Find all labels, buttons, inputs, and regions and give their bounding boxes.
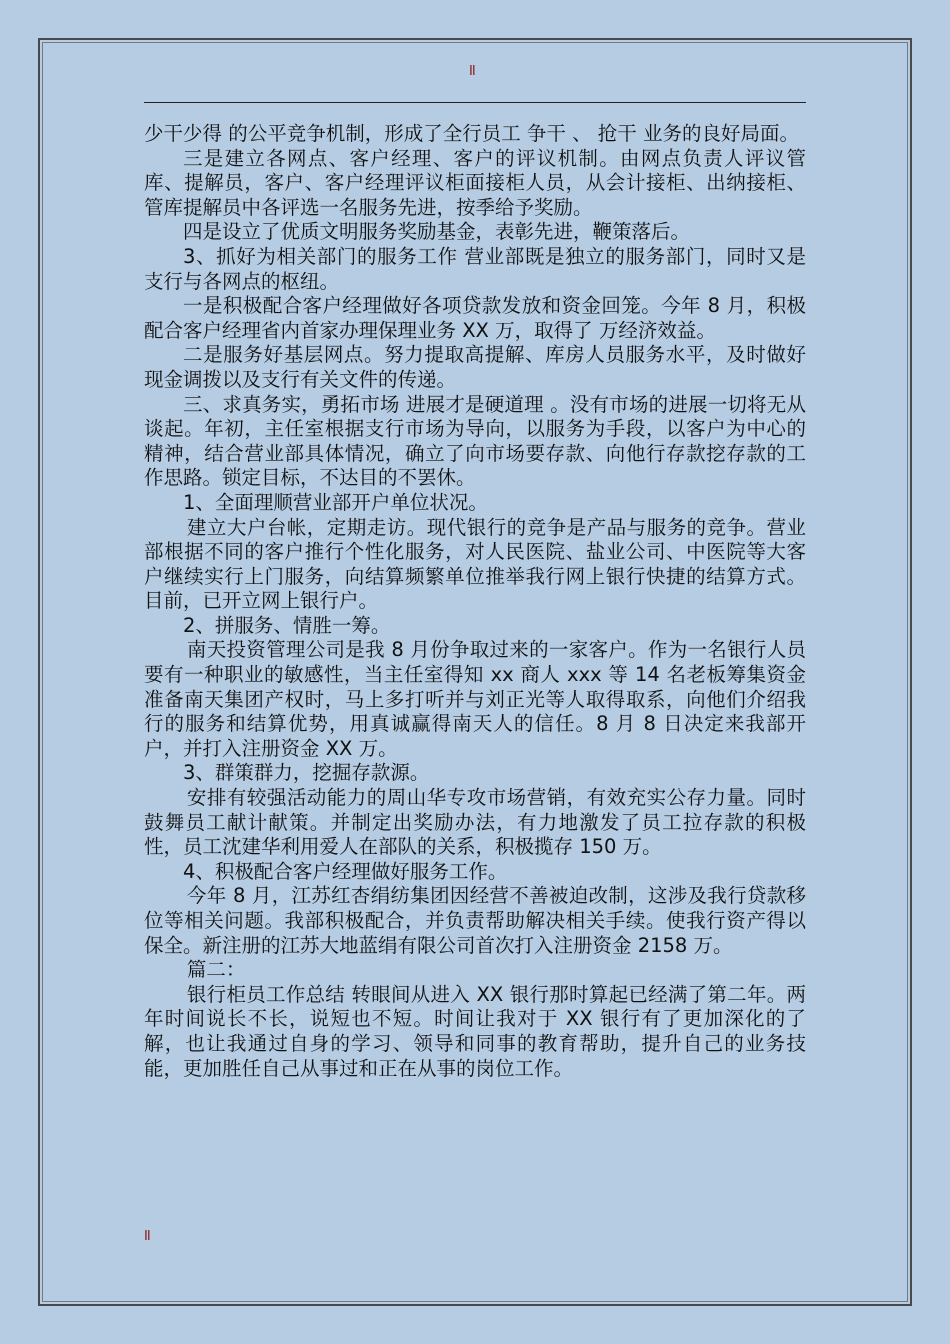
footer-mark: II	[144, 1229, 150, 1244]
paragraph: 三、求真务实，勇拓市场 进展才是硬道理 。没有市场的进展一切将无从谈起。年初，主任室根据支行市场为导向，以服务为手段，以客户为中心的精神，结合营业部具体情况，确立了向市场要存款、向他行存款挖存款的工作思路。锁定目标，不达目的不罢休。	[144, 392, 806, 490]
paragraph: 安排有较强活动能力的周山华专攻市场营销，有效充实公存力量。同时鼓舞员工献计献策。并制定出奖励办法，有力地激发了员工拉存款的积极性，员工沈建华利用爱人在部队的关系，积极揽存 150 万。	[144, 786, 806, 859]
paragraph: 3、群策群力，挖掘存款源。	[183, 761, 430, 785]
paragraph: 银行柜员工作总结 转眼间从进入 XX 银行那时算起已经满了第二年。两年时间说长不长，说短也不短。时间让我对于 XX 银行有了更加深化的了解，也让我通过自身的学习、领导和同事的教育帮助，提升自己的业务技能，更加胜任自己从事过和正在从事的岗位工作。	[144, 982, 806, 1080]
paragraph: 三是建立各网点、客户经理、客户的评议机制。由网点负责人评议管库、提解员，客户、客户经理评议柜面接柜人员，从会计接柜、出纳接柜、管库提解员中各评选一名服务先进，按季给予奖励。	[144, 146, 806, 219]
paragraph: 今年 8 月，江苏红杏绢纺集团因经营不善被迫改制，这涉及我行贷款移位等相关问题。我部积极配合，并负责帮助解决相关手续。使我行资产得以保全。新注册的江苏大地蓝绢有限公司首次打入注册资金 2158 万。	[144, 884, 806, 957]
paragraph: 3、抓好为相关部门的服务工作 营业部既是独立的服务部门，同时又是支行与各网点的枢纽。	[144, 244, 806, 293]
section-heading: 篇二：	[186, 958, 246, 982]
paragraph: 2、拼服务、情胜一筹。	[183, 613, 391, 637]
paragraph: 少干少得 的公平竞争机制，形成了全行员工 争干 、 抢干 业务的良好局面。	[144, 122, 799, 145]
paragraph: 1、全面理顺营业部开户单位状况。	[183, 490, 488, 514]
paragraph: 建立大户台帐，定期走访。现代银行的竞争是产品与服务的竞争。营业部根据不同的客户推行个性化服务，对人民医院、盐业公司、中医院等大客户继续实行上门服务，向结算频繁单位推举我行网上银行快捷的结算方式。目前，已开立网上银行户。	[144, 515, 806, 613]
paragraph: 南天投资管理公司是我 8 月份争取过来的一家客户。作为一名银行人员要有一种职业的敏感性，当主任室得知 xx 商人 xxx 等 14 名老板筹集资金准备南天集团产权时，马上多打听并与刘正光等人取得取系，向他们介绍我行的服务和结算优势，用真诚赢得南天人的信任。8 月 8 日决定来我部开户，并打入注册资金 XX 万。	[144, 638, 806, 760]
paragraph: 4、积极配合客户经理做好服务工作。	[183, 859, 508, 883]
paragraph: 四是设立了优质文明服务奖励基金，表彰先进，鞭策落后。	[183, 220, 691, 244]
paragraph: 二是服务好基层网点。努力提取高提解、库房人员服务水平，及时做好现金调拨以及支行有关文件的传递。	[144, 343, 806, 391]
paragraph: 一是积极配合客户经理做好各项贷款发放和资金回笼。今年 8 月，积极配合客户经理省内首家办理保理业务 XX 万，取得了 万经济效益。	[144, 294, 806, 342]
header-mark: II	[469, 64, 475, 79]
header-rule	[144, 102, 806, 103]
document-body	[144, 122, 806, 1081]
